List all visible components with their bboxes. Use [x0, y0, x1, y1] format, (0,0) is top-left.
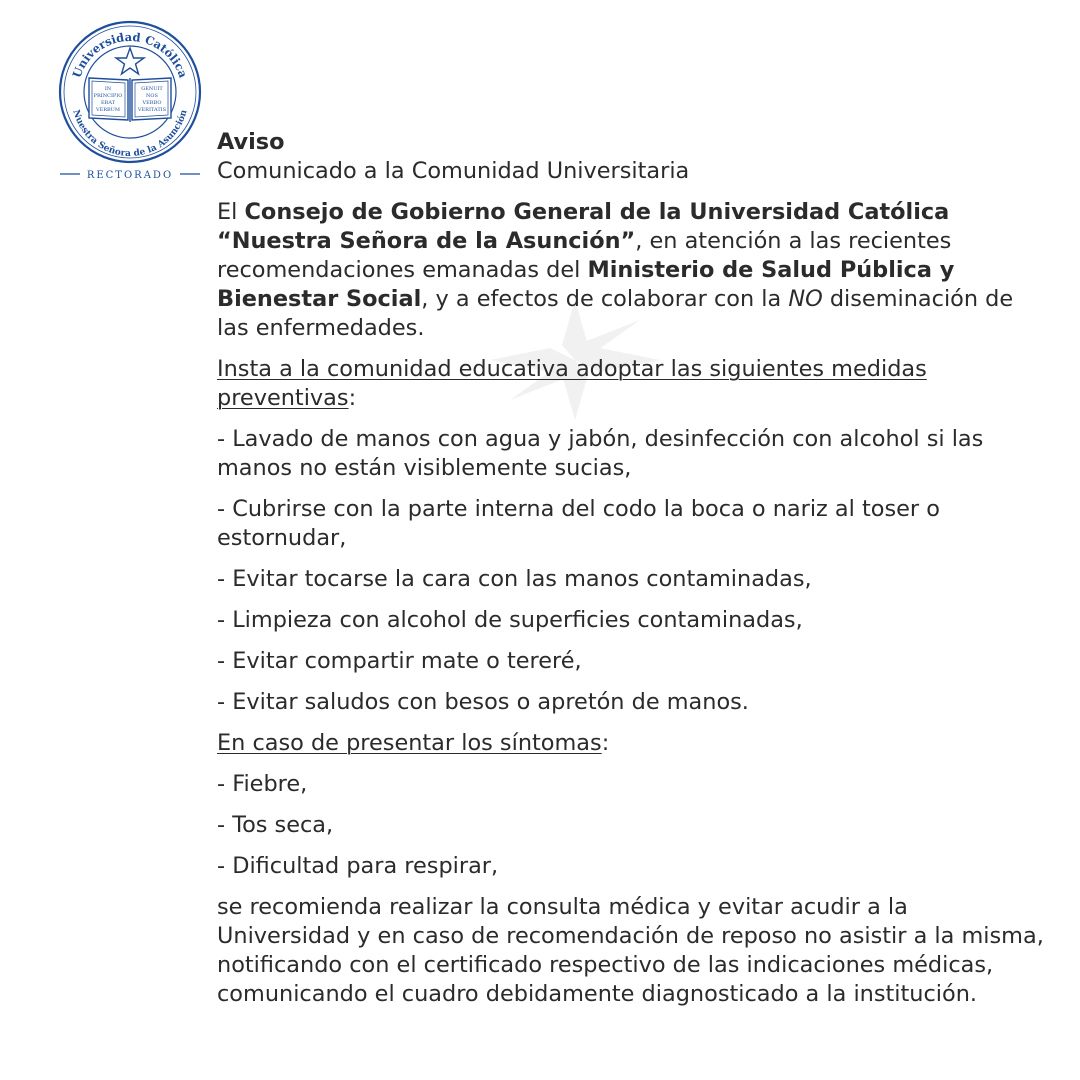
measure-item: - Evitar saludos con besos o apretón de manos. [217, 689, 749, 715]
measure-item: - Cubrirse con la parte interna del codo la boca o nariz al toser o estornudar, [217, 496, 940, 551]
measures-heading-text: Insta a la comunidad educativa adoptar las siguientes medidas preventivas [217, 356, 927, 411]
closing-paragraph: se recomienda realizar la consulta médica y evitar acudir a la Universidad y en caso de recomendación de reposo no asistir a la misma, notificando con el certificado respectivo de las indicaciones médicas, comunicando el cuadro debidamente diagnosticado a la institución. [217, 894, 1044, 1007]
book-left-line-3: ERAT [100, 100, 116, 106]
symptom-item: - Fiebre, [217, 771, 308, 797]
seal-arc-bottom-text: Nuestra Señora de la Asunción [70, 108, 190, 160]
symptoms-heading: En caso de presentar los síntomas: [217, 730, 610, 756]
notice-title: Aviso [217, 129, 285, 155]
measure-item: - Evitar compartir mate o tereré, [217, 648, 582, 674]
measure-item: - Evitar tocarse la cara con las manos contaminadas, [217, 566, 812, 592]
measure-item: - Lavado de manos con agua y jabón, desinfección con alcohol si las manos no están visiblemente sucias, [217, 426, 984, 481]
notice-body [217, 128, 1047, 1021]
symptom-item: - Dificultad para respirar, [217, 853, 499, 879]
measure-item: - Limpieza con alcohol de superficies contaminadas, [217, 607, 803, 633]
intro-ministry-name: Ministerio de Salud Pública y Bienestar Social [217, 257, 955, 312]
symptoms-heading-text: En caso de presentar los síntomas [217, 730, 602, 756]
intro-text-3: , y a efectos de colaborar con la [421, 286, 789, 312]
intro-text-4: diseminación de las enfermedades. [217, 286, 1014, 341]
book-right-line-4: VERITATIS [137, 107, 167, 113]
notice-subtitle: Comunicado a la Comunidad Universitaria [217, 158, 690, 184]
intro-council-name: Consejo de Gobierno General de la Universidad Católica “Nuestra Señora de la Asunción” [217, 199, 950, 254]
book-right-line-2: NOS [146, 93, 158, 99]
university-seal-logo [56, 18, 204, 188]
book-right-line-3: VERBO [142, 100, 162, 106]
book-left-line-1: IN [104, 86, 112, 92]
book-left-line-4: VERBUM [95, 107, 121, 113]
book-right-line-1: GENUIT [141, 86, 163, 92]
intro-paragraph [217, 198, 1047, 343]
intro-text-2: , en atención a las recientes recomendaciones emanadas del [217, 228, 952, 283]
symptom-item: - Tos seca, [217, 812, 334, 838]
intro-text-1: El [217, 199, 245, 225]
seal-footer-text: RECTORADO [86, 170, 174, 181]
measures-heading: Insta a la comunidad educativa adoptar las siguientes medidas preventivas: [217, 356, 927, 411]
intro-emphasis-no: NO [788, 286, 823, 312]
seal-arc-top-text: Universidad Católica [69, 29, 191, 80]
book-left-line-2: PRINCIPIO [93, 93, 123, 99]
star-icon [116, 48, 144, 74]
